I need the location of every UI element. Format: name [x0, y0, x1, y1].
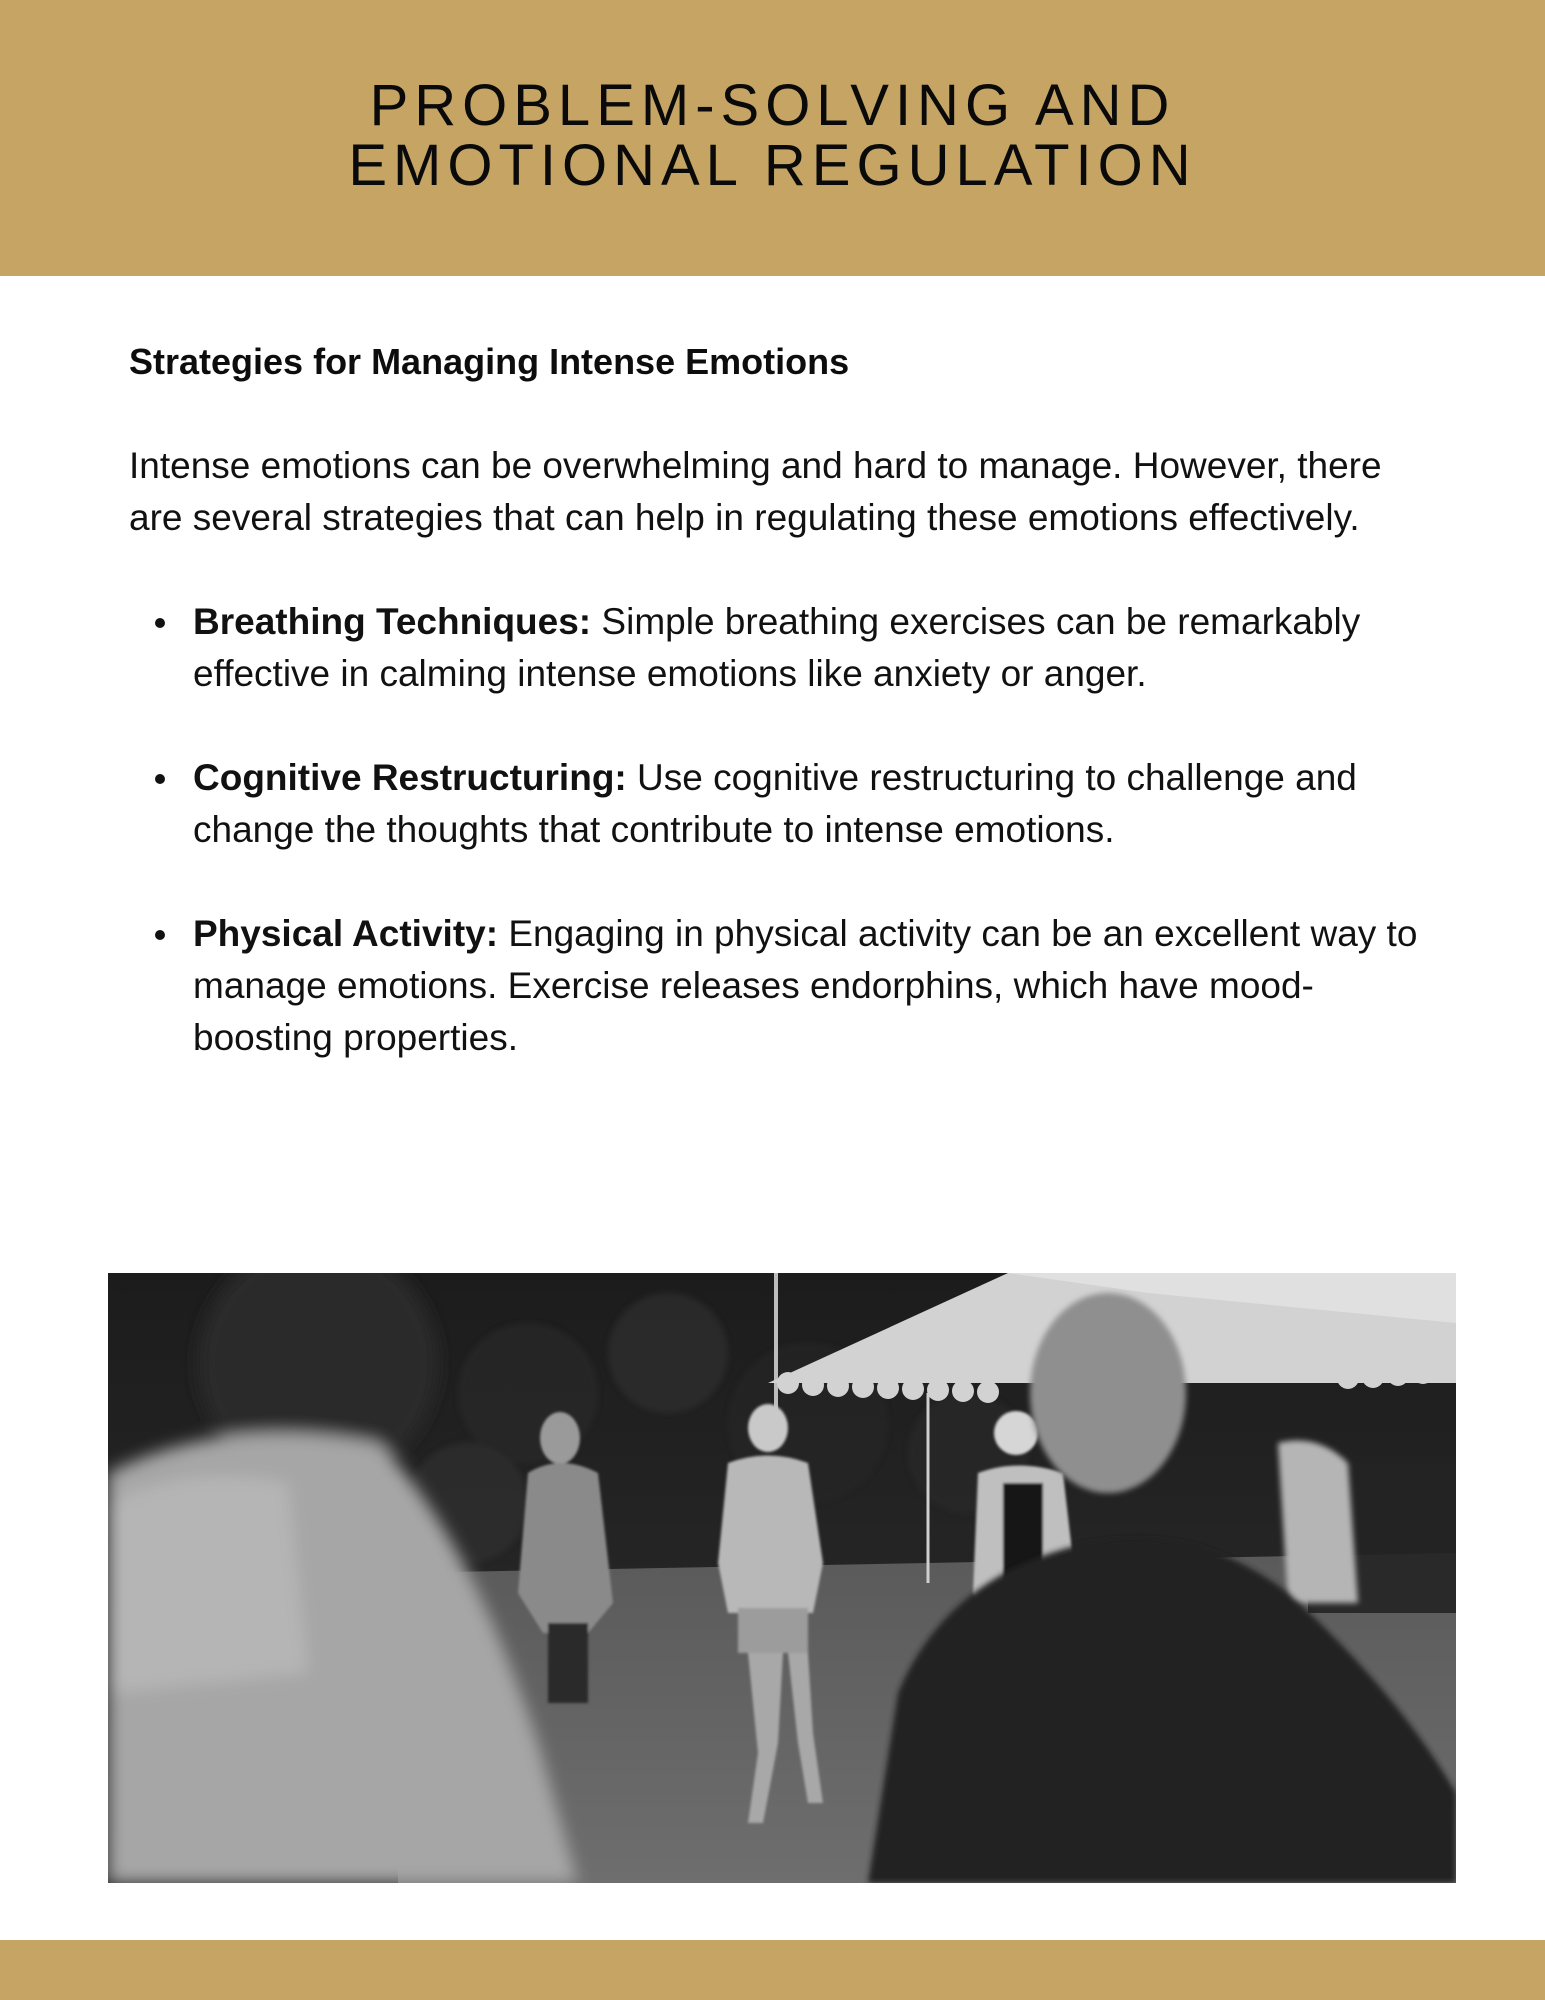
- list-item-term: Physical Activity:: [193, 913, 499, 954]
- bullet-icon: [155, 618, 165, 628]
- intro-paragraph: Intense emotions can be overwhelming and hard to manage. However, there are several strategies that can help in regulating these emotions effectively.: [129, 445, 1382, 538]
- section-heading: Strategies for Managing Intense Emotions: [129, 341, 850, 382]
- list-item-term: Breathing Techniques:: [193, 601, 592, 642]
- bullet-icon: [155, 930, 165, 940]
- page-title: [0, 73, 1545, 198]
- main-content: [129, 336, 1429, 1116]
- list-item-cognitive-restructuring: [129, 752, 1423, 856]
- bullet-icon: [155, 774, 165, 784]
- list-item-text: Use cognitive restructuring to challenge and change the thoughts that contribute to intense emotions.: [193, 757, 1357, 850]
- page-title-line-1: PROBLEM-SOLVING AND: [369, 73, 1176, 138]
- footer-band: [0, 1940, 1545, 2000]
- photo-illustration: [108, 1273, 1456, 1883]
- list-item-text: Simple breathing exercises can be remarkably effective in calming intense emotions like anxiety or anger.: [193, 601, 1361, 694]
- group-photo: [108, 1273, 1456, 1883]
- strategy-list: [129, 596, 1429, 1064]
- list-item-physical-activity: [129, 908, 1423, 1064]
- header-band: [0, 0, 1545, 276]
- list-item-term: Cognitive Restructuring:: [193, 757, 627, 798]
- list-item-breathing-techniques: [129, 596, 1423, 700]
- page-title-line-2: EMOTIONAL REGULATION: [348, 133, 1197, 198]
- list-item-text: Engaging in physical activity can be an excellent way to manage emotions. Exercise releases endorphins, which have mood-boosting properties.: [193, 913, 1418, 1058]
